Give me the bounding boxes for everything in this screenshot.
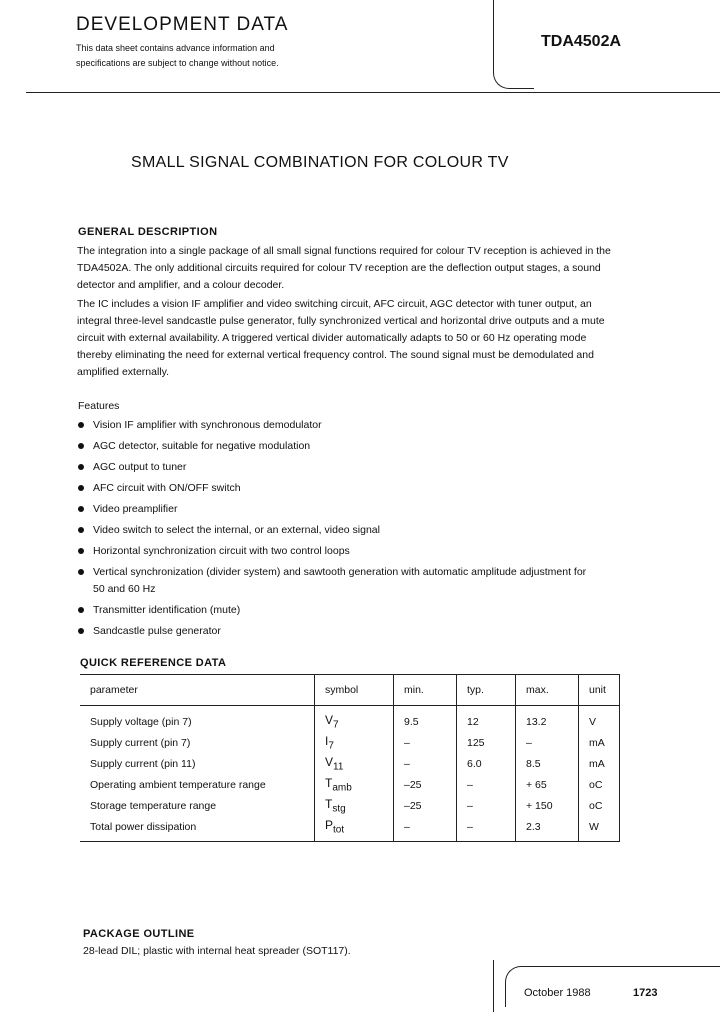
features-list	[78, 417, 618, 644]
cell-typ: –	[457, 816, 516, 842]
cell-typ: 125	[457, 732, 516, 753]
bullet-icon	[78, 506, 84, 512]
quick-reference-heading: QUICK REFERENCE DATA	[80, 657, 227, 669]
general-description-heading: GENERAL DESCRIPTION	[78, 226, 218, 238]
package-outline-text: 28-lead DIL; plastic with internal heat spreader (SOT117).	[83, 945, 351, 957]
header-divider-curve	[493, 60, 534, 89]
bullet-icon	[78, 569, 84, 575]
cell-unit: V	[579, 706, 620, 733]
cell-max: + 150	[516, 795, 579, 816]
feature-text: Video preamplifier	[93, 503, 178, 515]
cell-min: –	[394, 753, 457, 774]
cell-unit: oC	[579, 795, 620, 816]
cell-symbol: $V_7$	[315, 706, 394, 733]
cell-typ: 6.0	[457, 753, 516, 774]
column-header-typ: typ.	[457, 675, 516, 706]
feature-item	[78, 480, 618, 497]
cell-min: 9.5	[394, 706, 457, 733]
cell-typ: –	[457, 795, 516, 816]
cell-max: + 65	[516, 774, 579, 795]
feature-item	[78, 417, 618, 434]
cell-max: –	[516, 732, 579, 753]
cell-symbol: $T_{stg}$	[315, 795, 394, 816]
footer-date: October 1988	[524, 987, 591, 999]
cell-parameter: Total power dissipation	[80, 816, 315, 842]
feature-item	[78, 564, 593, 598]
cell-parameter: Supply voltage (pin 7)	[90, 715, 192, 728]
page-number: 1723	[633, 987, 658, 999]
advance-info-note-line-1: This data sheet contains advance information and	[76, 43, 275, 53]
cell-symbol: $I_7$	[315, 732, 394, 753]
footer-divider-vertical	[493, 960, 494, 1012]
cell-symbol: $V_{11}$	[315, 753, 394, 774]
table-row	[80, 753, 620, 774]
bullet-icon	[78, 422, 84, 428]
bullet-icon	[78, 443, 84, 449]
feature-text: Horizontal synchronization circuit with two control loops	[93, 545, 350, 557]
column-header-symbol: symbol	[315, 675, 394, 706]
cell-unit: W	[579, 816, 620, 842]
feature-item	[78, 602, 618, 619]
cell-parameter: Supply current (pin 7)	[90, 736, 191, 749]
part-number: TDA4502A	[541, 33, 622, 50]
table-header-row	[80, 675, 620, 706]
feature-text: Transmitter identification (mute)	[93, 604, 241, 616]
feature-text: Vertical synchronization (divider system) and sawtooth generation with automatic amplitude adjustment for 50 and 60 Hz	[93, 566, 587, 595]
feature-text: AGC output to tuner	[93, 461, 187, 473]
column-header-min: min.	[394, 675, 457, 706]
table-row	[80, 774, 620, 795]
table-row	[80, 816, 620, 842]
header-divider	[26, 92, 720, 93]
cell-typ: 12	[457, 706, 516, 733]
feature-item	[78, 438, 618, 455]
feature-text: AFC circuit with ON/OFF switch	[93, 482, 241, 494]
bullet-icon	[78, 527, 84, 533]
feature-item	[78, 623, 618, 640]
feature-item	[78, 522, 618, 539]
feature-text: AGC detector, suitable for negative modulation	[93, 440, 311, 452]
cell-typ: –	[457, 774, 516, 795]
feature-item	[78, 543, 618, 560]
cell-parameter: Supply current (pin 11)	[90, 757, 196, 770]
cell-max: 8.5	[516, 753, 579, 774]
bullet-icon	[78, 464, 84, 470]
feature-text: Sandcastle pulse generator	[93, 625, 221, 637]
bullet-icon	[78, 548, 84, 554]
cell-min: –	[394, 732, 457, 753]
package-outline-heading: PACKAGE OUTLINE	[83, 928, 195, 940]
cell-min: –25	[394, 774, 457, 795]
column-header-unit: unit	[579, 675, 620, 706]
cell-unit: mA	[579, 732, 620, 753]
feature-text: Video switch to select the internal, or an external, video signal	[93, 524, 380, 536]
cell-min: –	[394, 816, 457, 842]
document-title: SMALL SIGNAL COMBINATION FOR COLOUR TV	[131, 154, 509, 171]
cell-parameter: Operating ambient temperature range	[90, 778, 266, 791]
quick-reference-table	[80, 674, 620, 842]
cell-max: 13.2	[516, 706, 579, 733]
cell-unit: oC	[579, 774, 620, 795]
bullet-icon	[78, 485, 84, 491]
column-header-parameter: parameter	[80, 675, 315, 706]
feature-item	[78, 501, 618, 518]
table-row	[80, 706, 620, 733]
advance-info-note	[76, 41, 306, 71]
advance-info-note-line-2: specifications are subject to change without notice.	[76, 58, 279, 68]
cell-min: –25	[394, 795, 457, 816]
features-heading: Features	[78, 400, 120, 412]
cell-parameter: Storage temperature range	[90, 799, 217, 812]
column-header-max: max.	[516, 675, 579, 706]
bullet-icon	[78, 628, 84, 634]
feature-text: Vision IF amplifier with synchronous demodulator	[93, 419, 322, 431]
general-description-paragraph-1: The integration into a single package of all small signal functions required for colour TV reception is achieved in the TDA4502A. The only additional circuits required for colour TV reception are the deflection output stages, a sound detector and amplifier, and a colour decoder.	[77, 245, 611, 291]
cell-unit: mA	[579, 753, 620, 774]
table-row	[80, 795, 620, 816]
table-row	[80, 732, 620, 753]
feature-item	[78, 459, 618, 476]
general-description-paragraph-2: The IC includes a vision IF amplifier and video switching circuit, AFC circuit, AGC detector with tuner output, an integral three-level sandcastle pulse generator, fully synchronized vertical and horizontal drive outputs and a mute circuit with external availability. A triggered vertical divider automatically adapts to 50 or 60 Hz operating mode thereby eliminating the need for external vertical frequency control. The sound signal must be demodulated and amplified externally.	[77, 298, 605, 378]
cell-symbol: $P_{tot}$	[315, 816, 394, 842]
cell-symbol: $T_{amb}$	[315, 774, 394, 795]
bullet-icon	[78, 607, 84, 613]
cell-max: 2.3	[516, 816, 579, 842]
development-data-label: DEVELOPMENT DATA	[76, 14, 289, 35]
